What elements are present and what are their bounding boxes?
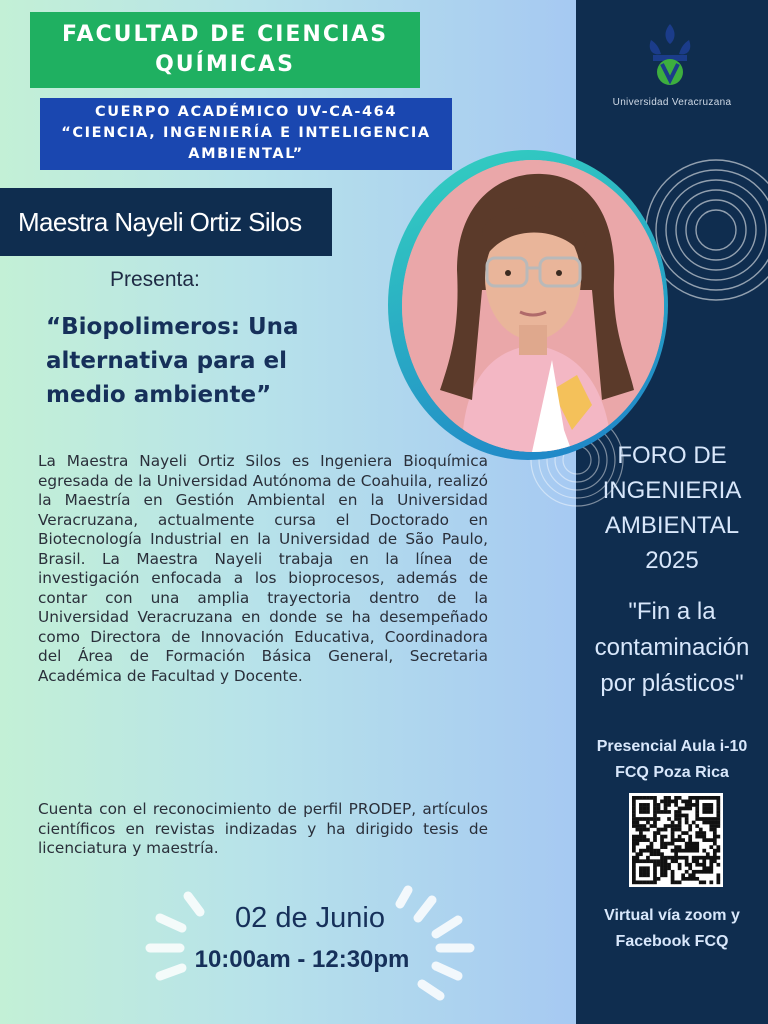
- venue-line2: FCQ Poza Rica: [615, 764, 729, 781]
- event-date: 02 de Junio: [235, 902, 385, 934]
- venue-info: [576, 734, 768, 786]
- virtual-info: [576, 903, 768, 955]
- forum-line1: FORO DE: [617, 442, 727, 469]
- faculty-line1: FACULTAD DE CIENCIAS: [61, 22, 389, 47]
- forum-line4: 2025: [645, 547, 699, 574]
- academic-body-line1: CUERPO ACADÉMICO UV-CA-464: [94, 104, 398, 120]
- presenta-label: Presenta:: [110, 268, 200, 291]
- academic-body-line2: “CIENCIA, INGENIERÍA E INTELIGENCIA: [61, 125, 431, 141]
- qr-code-icon[interactable]: [629, 793, 723, 887]
- slogan-line2: contaminación: [594, 634, 750, 661]
- event-time: 10:00am - 12:30pm: [194, 946, 410, 973]
- academic-body-line3: AMBIENTAL”: [188, 146, 304, 162]
- slogan-line1: "Fin a la: [628, 598, 716, 625]
- bio-paragraph-2: Cuenta con el reconocimiento de perfil PRODEP, artículos científicos en revistas indizadas y ha dirigido tesis de licenciatura y maestría.: [38, 800, 488, 857]
- university-label: Universidad Veracruzana: [612, 97, 732, 108]
- venue-line1: Presencial Aula i-10: [596, 738, 748, 755]
- uv-logo-icon: [645, 22, 695, 86]
- virtual-line2: Facebook FCQ: [615, 933, 729, 950]
- slogan-line3: por plásticos": [600, 670, 744, 697]
- speaker-name: Maestra Nayeli Ortiz Silos: [0, 188, 332, 256]
- virtual-line1: Virtual vía zoom y: [604, 907, 740, 924]
- faculty-line2: QUÍMICAS: [155, 52, 295, 77]
- forum-slogan: [576, 594, 768, 702]
- forum-line2: INGENIERIA: [602, 477, 742, 504]
- talk-title: “Biopolimeros: Una alternativa para el medio ambiente”: [46, 314, 299, 408]
- forum-title: [576, 438, 768, 578]
- bio-paragraph-1: La Maestra Nayeli Ortiz Silos es Ingeniera Bioquímica egresada de la Universidad Autónoma de Coahuila, realizó la Maestría en Gestión Ambiental en la Universidad Veracruzana, actualmente cursa el Doctorado en Biotecnología Industrial en la Universidad de São Paulo, Brasil. La Maestra Nayeli trabaja en la línea de investigación enfocada a los bioprocesos, además de contar con una amplia trayectoria dentro de la Universidad Veracruzana en donde se ha desempeñado como Directora de Innovación Educativa, Coordinadora del Área de Formación Básica General, Secretaria Académica de Facultad y Docente.: [38, 452, 488, 685]
- forum-line3: AMBIENTAL: [604, 512, 740, 539]
